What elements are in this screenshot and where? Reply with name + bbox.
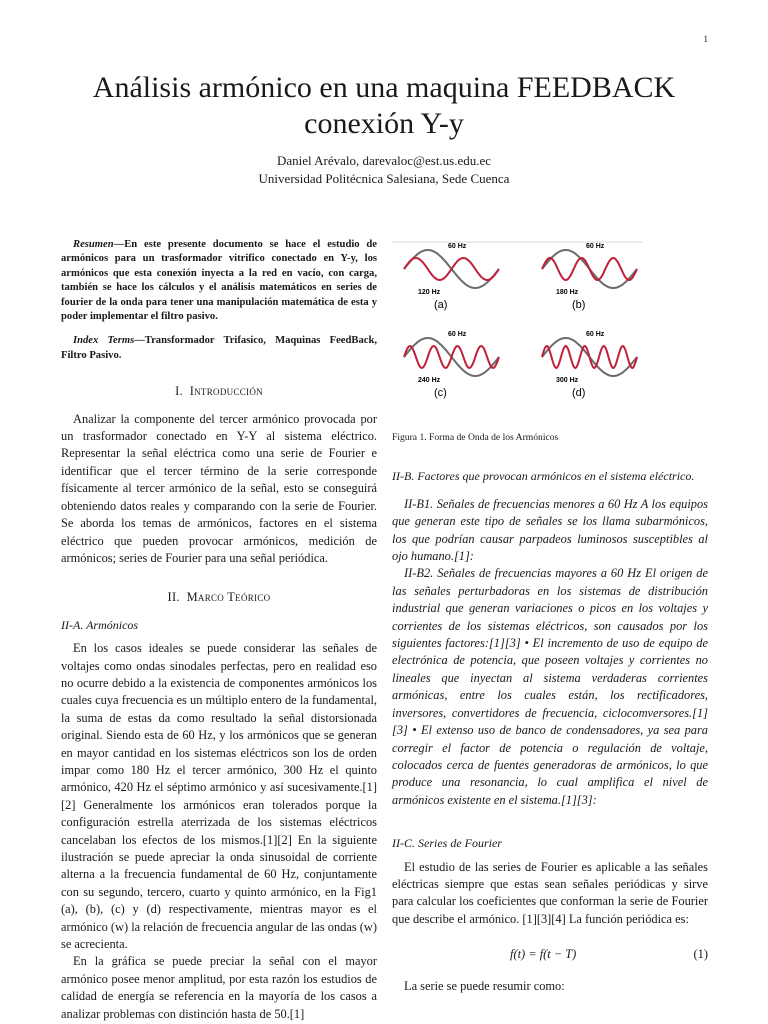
fundamental-freq-label: 60 Hz <box>448 331 467 338</box>
armonicos-paragraph-1: En los casos ideales se puede considerar las señales de voltajes como ondas sinodales perfectas, pero en realidad eso no ocurre debido a la existencia de componentes armónicos los cuales cuya frecuencia es un múltiplo entero de la fundamental, la suma de estas da como resultado la señal distorsionada original. Siendo esta de 60 Hz, y los armónicos que se generan en mayor cantidad en los sistemas eléctricos son los de orden impar como 180 Hz el tercer armónico, 300 Hz el quinto armónico, 420 Hz el séptimo armónico y así sucesivamente.[1][2] Generalmente los armónicos eran tolerados porque la configuración estrella aterrizada de los sistemas eléctricos cancelaban los efectos de los mismos.[1][2] En la siguiente ilustración se puede apreciar la onda sinusoidal de corriente alterna a la frecuencia fundamental de 60 Hz, conjuntamente con su segundo, tercero, cuarto y quinto armónico, en la Fig1 (a), (b), (c) y (d) respectivamente, mientras mayor es el armónico (w) la relación de frecuencia angular de las ondas (w) se acrecienta. <box>61 641 377 952</box>
panel-label: (a) <box>434 299 448 311</box>
harmonic-freq-label: 120 Hz <box>418 289 441 296</box>
left-column <box>61 238 377 1023</box>
author-line: Daniel Arévalo, darevaloc@est.us.edu.ec <box>276 153 492 168</box>
affiliation: Universidad Politécnica Salesiana, Sede Cuenca <box>258 171 510 186</box>
factores-b1-paragraph: II-B1. Señales de frecuencias menores a 60 Hz A los equipos que generan este tipo de señales se los llama subarmónicos, los que podrían causar parpadeos luminosos susceptibles al ojo humano.[1]: <box>392 496 708 564</box>
harmonic-wave <box>404 346 499 368</box>
panel-label: (b) <box>572 299 586 311</box>
equation-number: (1) <box>693 947 708 962</box>
section-heading-marco <box>61 589 377 606</box>
panel-label: (d) <box>572 387 586 399</box>
equation-1 <box>392 942 708 968</box>
figure-caption: Figura 1. Forma de Onda de los Armónicos <box>392 432 559 443</box>
subsection-heading-factores: II-B. Factores que provocan armónicos en el sistema eléctrico. <box>392 469 695 484</box>
subsection-heading-armonicos: II-A. Armónicos <box>61 617 139 632</box>
armonicos-paragraph-2: En la gráfica se puede preciar la señal con el mayor armónico posee menor amplitud, por esta razón los estudios de calidad de energía se referencia en la mayoría de los casos a analizar problemas con distinción hasta de 50.[1] <box>61 954 377 1021</box>
index-terms-label: Index Terms <box>73 335 135 347</box>
panel-label: (c) <box>434 387 447 399</box>
section-title: Marco Teórico <box>186 590 271 605</box>
fourier-paragraph-2: La serie se puede resumir como: <box>404 979 565 994</box>
harmonic-wave <box>404 258 499 280</box>
page-number: 1 <box>703 34 708 44</box>
harmonic-freq-label: 300 Hz <box>556 377 579 384</box>
section-number: I. <box>175 384 183 399</box>
subsection-heading-fourier: II-C. Series de Fourier <box>392 836 502 851</box>
harmonic-freq-label: 240 Hz <box>418 377 441 384</box>
paper-title: Análisis armónico en una maquina FEEDBACK conexión Y-y <box>92 71 676 140</box>
harmonic-wave <box>542 258 637 280</box>
intro-paragraph: Analizar la componente del tercer armónico provocada por un trasformador conectado en Y-Y al sistema eléctrico. Representar la señal eléctrica como una serie de Fourier e identificar que el tercer término de la serie corresponde físicamente al tercer armónico de la señal, esto se conseguirá obteniendo datos reales y comparando con la serie de Fourier. Se aborda los temas de armónicos, factores en el sistema eléctrico que pueden provocar armónicos, medición de armónicos; series de Fourier para una señal periódica. <box>61 411 377 565</box>
harmonic-freq-label: 180 Hz <box>556 289 579 296</box>
section-title: Introducción <box>189 384 263 399</box>
fundamental-freq-label: 60 Hz <box>586 243 605 250</box>
abstract-text: —En este presente documento se hace el estudio de armónicos para un trasformador vitrifico conectado en Y-y, los armónicos que esta conexión inyecta a la red en vacío, con carga, también se hace los cálculos y el análisis matemáticos en series de fourier de la onda para tener una manipulación matemática de esta y poder implementar el filtro pasivo. <box>61 239 377 323</box>
harmonics-figure-graphic <box>392 240 708 405</box>
right-column <box>392 240 708 996</box>
fourier-paragraph-1: El estudio de las series de Fourier es aplicable a las señales eléctricas siempre que estas sean señales periódicas y sirve para calcular los coeficientes que conforman la serie de Fourier que describe el armónico. [1][3][4] La función periódica es: <box>392 859 708 926</box>
figure-harmonics <box>392 240 708 405</box>
equation-text: f(t) = f(t − T) <box>510 947 577 962</box>
harmonic-wave <box>542 346 637 368</box>
abstract-label: Resumen <box>73 239 114 250</box>
fundamental-freq-label: 60 Hz <box>448 243 467 250</box>
section-number: II. <box>167 590 180 605</box>
abstract <box>61 238 377 363</box>
fundamental-freq-label: 60 Hz <box>586 331 605 338</box>
section-heading-intro <box>61 383 377 400</box>
index-terms-text: —Transformador Trifasico, Maquinas FeedBack, Filtro Pasivo. <box>61 335 377 361</box>
factores-b2-paragraph: II-B2. Señales de frecuencias mayores a 60 Hz El origen de las señales perturbadoras en los sistemas de distribución industrial que generan variaciones o picos en los voltajes y corrientes de los sistemas eléctricos, son causados por los siguientes factores:[1][3] • El incremento de uso de equipo de electrónica de potencia, que poseen voltajes y corrientes no lineales que inyectan al sistema verdaderas corrientes armónicas, entre los cuales están, los rectificadores, inversores, convertidores de frecuencia, ciclocomversores.[1][3] • El extenso uso de banco de condensadores, ya sea para corregir el factor de potencia o regulación de voltaje, colocados cerca de fuentes generadoras de armónicos, lo que produce una resonancia, lo cual amplifica el nivel de armónicos existente en el sistema.[1][3]: <box>392 566 708 807</box>
author-block <box>60 152 708 188</box>
